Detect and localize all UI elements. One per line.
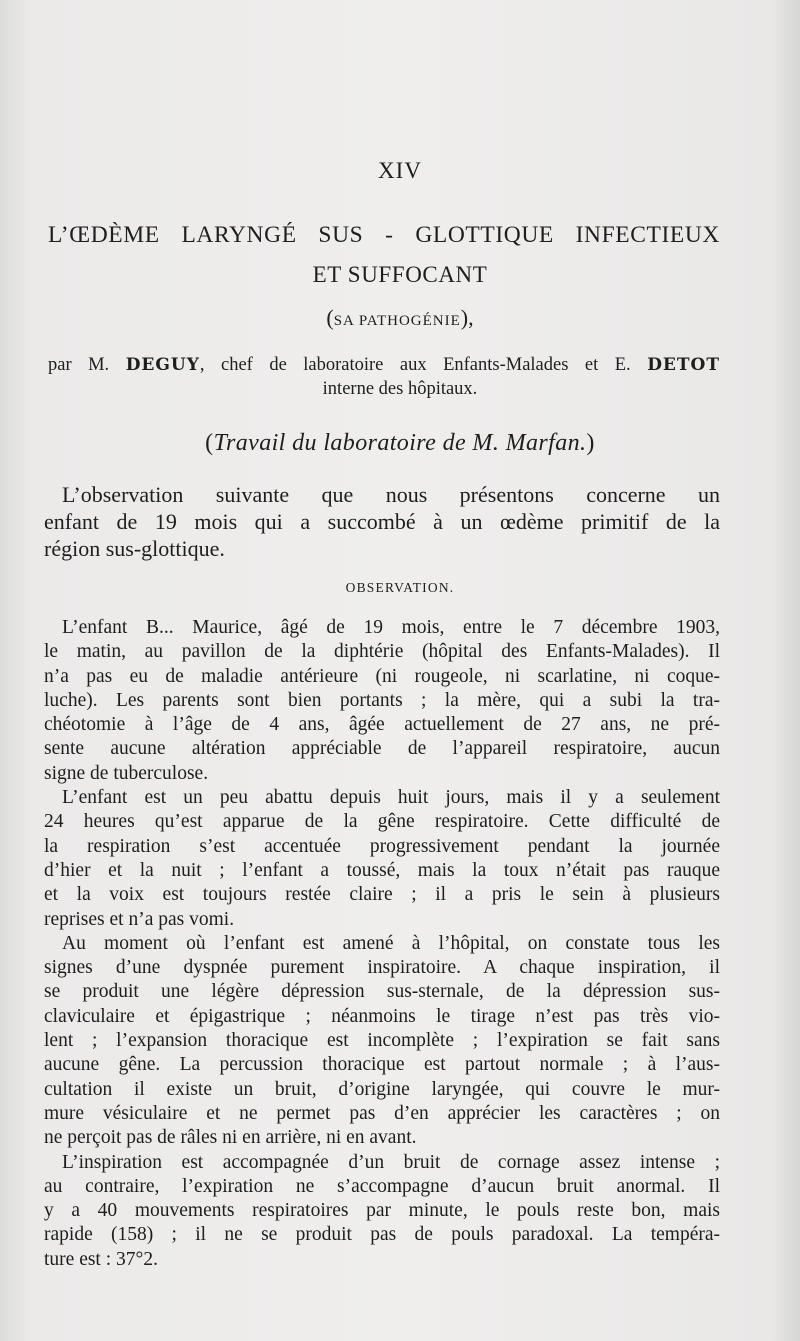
text-line: signe de tuberculose. xyxy=(44,762,209,784)
laboratory-note xyxy=(0,430,800,457)
text-line: d’hier et la nuit ; l’enfant a toussé, mais la toux n’était pas rauque xyxy=(44,859,720,881)
text-line: n’a pas eu de maladie antérieure (ni rougeole, ni scarlatine, ni coque- xyxy=(44,665,720,687)
text-line: ture est : 37°2. xyxy=(44,1248,158,1270)
text-line: au contraire, l’expiration ne s’accompagne d’aucun bruit anormal. Il xyxy=(44,1175,720,1197)
paragraph xyxy=(44,1151,720,1272)
byline xyxy=(48,355,720,376)
subtitle-close-paren: ), xyxy=(460,305,474,330)
author-1: DEGUY xyxy=(125,355,200,375)
paragraph xyxy=(44,786,720,932)
text-line: et la voix est toujours restée claire ; il a pris le sein à plusieurs xyxy=(44,884,720,906)
byline-prefix: par M. xyxy=(48,355,126,375)
text-line: la respiration s’est accentuée progressivement pendant la journée xyxy=(44,835,720,857)
title-line-1: L’ŒDÈME LARYNGÉ SUS - GLOTTIQUE INFECTIEUX xyxy=(48,222,720,248)
text-line: claviculaire et épigastrique ; néanmoins le tirage n’est pas très vio- xyxy=(44,1005,720,1027)
text-line: cultation il existe un bruit, d’origine laryngée, qui couvre le mur- xyxy=(44,1078,720,1100)
text-line: L’inspiration est accompagnée d’un bruit de cornage assez intense ; xyxy=(62,1151,720,1173)
subtitle xyxy=(0,305,800,331)
text-line: luche). Les parents sont bien portants ; la mère, qui a subi la tra- xyxy=(44,689,720,711)
title-line-2: ET SUFFOCANT xyxy=(312,262,488,287)
paragraph xyxy=(44,932,720,1151)
text-line: le matin, au pavillon de la diphtérie (hôpital des Enfants-Malades). Il xyxy=(44,641,720,663)
intro-paragraph xyxy=(44,481,720,562)
paragraph xyxy=(44,616,720,786)
text-line: Au moment où l’enfant est amené à l’hôpital, on constate tous les xyxy=(62,932,720,954)
subtitle-open-paren: ( xyxy=(326,305,334,330)
observation-heading: OBSERVATION. xyxy=(345,580,455,595)
text-line: L’enfant B... Maurice, âgé de 19 mois, entre le 7 décembre 1903, xyxy=(62,617,720,638)
text-line: aucune gêne. La percussion thoracique est partout normale ; à l’aus- xyxy=(44,1054,720,1076)
text-line: mure vésiculaire et ne permet pas d’en apprécier les caractères ; on xyxy=(44,1102,720,1124)
text-line: L’observation suivante que nous présentons concerne un xyxy=(62,482,720,507)
text-line: se produit une légère dépression sus-sternale, de la dépression sus- xyxy=(44,981,720,1003)
text-line: lent ; l’expansion thoracique est incomplète ; l’expiration se fait sans xyxy=(44,1030,720,1052)
byline-line-2: interne des hôpitaux. xyxy=(322,379,478,399)
text-line: 24 heures qu’est apparue de la gêne respiratoire. Cette difficulté de xyxy=(44,811,720,833)
chapter-number: XIV xyxy=(378,158,422,183)
text-line: région sus-glottique. xyxy=(44,536,225,561)
text-line: rapide (158) ; il ne se produit pas de pouls paradoxal. La tempéra- xyxy=(44,1224,720,1246)
laboratory-close-paren: ) xyxy=(586,430,595,456)
text-line: sente aucune altération appréciable de l’appareil respiratoire, aucun xyxy=(44,738,720,760)
text-line: signes d’une dyspnée purement inspiratoire. A chaque inspiration, il xyxy=(44,957,720,979)
text-line: y a 40 mouvements respiratoires par minute, le pouls reste bon, mais xyxy=(44,1200,720,1222)
text-line: L’enfant est un peu abattu depuis huit jours, mais il y a seulement xyxy=(62,787,720,809)
text-line: ne perçoit pas de râles ni en arrière, ni en avant. xyxy=(44,1127,417,1149)
text-line: reprises et n’a pas vomi. xyxy=(44,908,235,930)
subtitle-text: SA PATHOGÉNIE xyxy=(333,313,461,329)
text-line: enfant de 19 mois qui a succombé à un œdème primitif de la xyxy=(44,509,720,534)
byline-middle: , chef de laboratoire aux Enfants-Malades et E. xyxy=(199,355,648,375)
laboratory-open-paren: ( xyxy=(205,430,214,456)
text-line: chéotomie à l’âge de 4 ans, âgée actuellement de 27 ans, ne pré- xyxy=(44,714,720,736)
author-2: DETOT xyxy=(647,355,720,375)
laboratory-text: Travail du laboratoire de M. Marfan. xyxy=(213,430,587,456)
observation-body xyxy=(44,616,720,1272)
